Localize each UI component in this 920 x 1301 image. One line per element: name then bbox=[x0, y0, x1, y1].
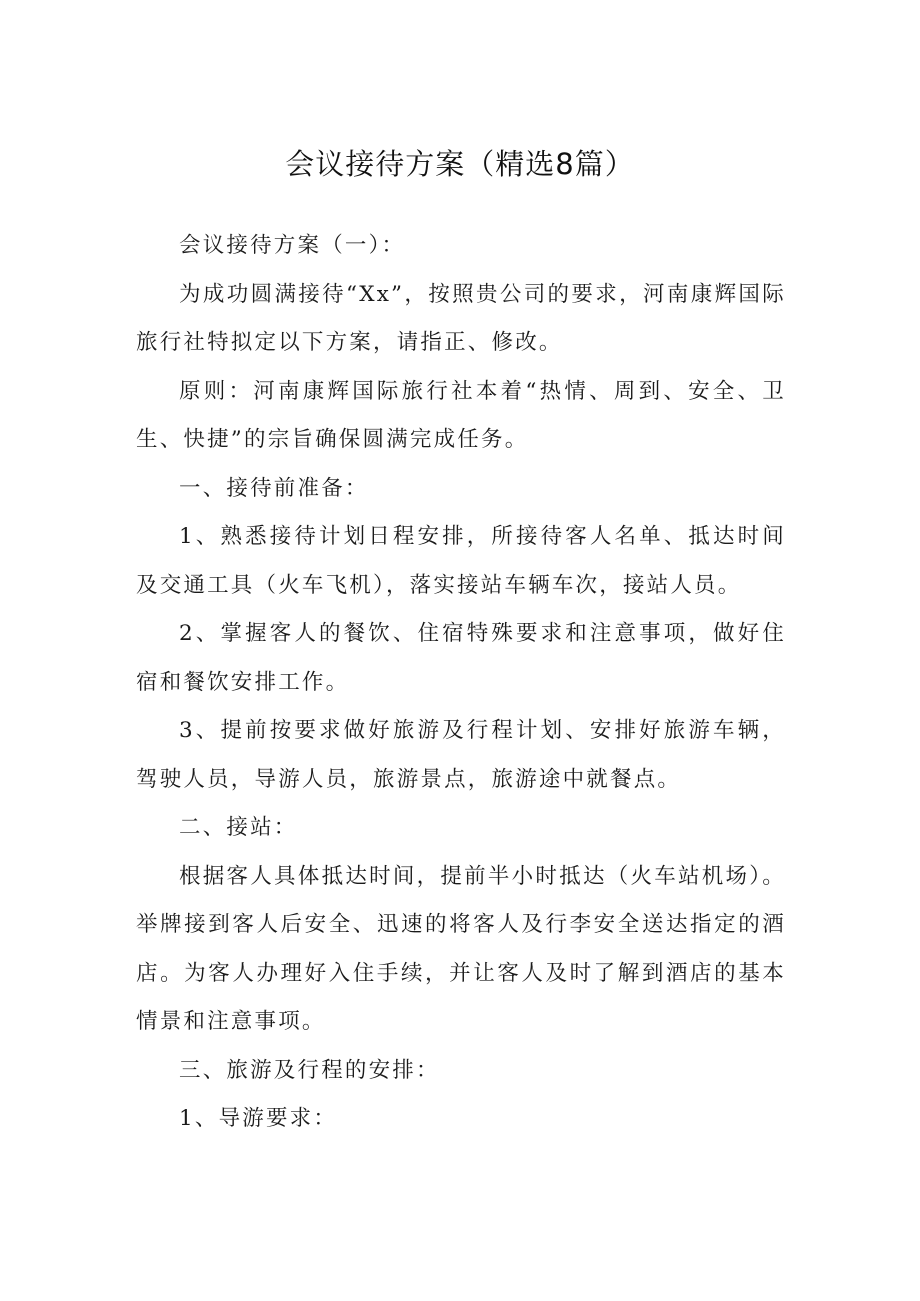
preparation-item-1: 1、熟悉接待计划日程安排，所接待客人名单、抵达时间及交通工具（火车飞机），落实接站车辆车次，接站人员。 bbox=[136, 524, 786, 598]
intro-paragraph: 为成功圆满接待“Xx”，按照贵公司的要求，河南康辉国际旅行社特拟定以下方案，请指正、修改。 bbox=[136, 281, 786, 355]
preparation-item-3: 3、提前按要求做好旅游及行程计划、安排好旅游车辆，驾驶人员，导游人员，旅游景点，旅游途中就餐点。 bbox=[136, 718, 786, 792]
pickup-paragraph: 根据客人具体抵达时间，提前半小时抵达（火车站机场）。举牌接到客人后安全、迅速的将客人及行李安全送达指定的酒店。为客人办理好入住手续，并让客人及时了解到酒店的基本情景和注意事项。 bbox=[136, 863, 786, 1034]
preparation-item-2: 2、掌握客人的餐饮、住宿特殊要求和注意事项，做好住宿和餐饮安排工作。 bbox=[136, 621, 786, 695]
itinerary-item-1: 1、导游要求： bbox=[179, 1106, 338, 1131]
principle-paragraph: 原则：河南康辉国际旅行社本着“热情、周到、安全、卫生、快捷”的宗旨确保圆满完成任务。 bbox=[136, 378, 786, 452]
section-heading-pickup: 二、接站： bbox=[179, 815, 298, 840]
document-body bbox=[136, 222, 786, 1144]
section-heading-preparation: 一、接待前准备： bbox=[179, 475, 369, 501]
document-title: 会议接待方案（精选8篇） bbox=[285, 147, 635, 181]
section-heading-plan-one: 会议接待方案（一）： bbox=[179, 233, 406, 258]
section-heading-itinerary: 三、旅游及行程的安排： bbox=[179, 1057, 440, 1083]
